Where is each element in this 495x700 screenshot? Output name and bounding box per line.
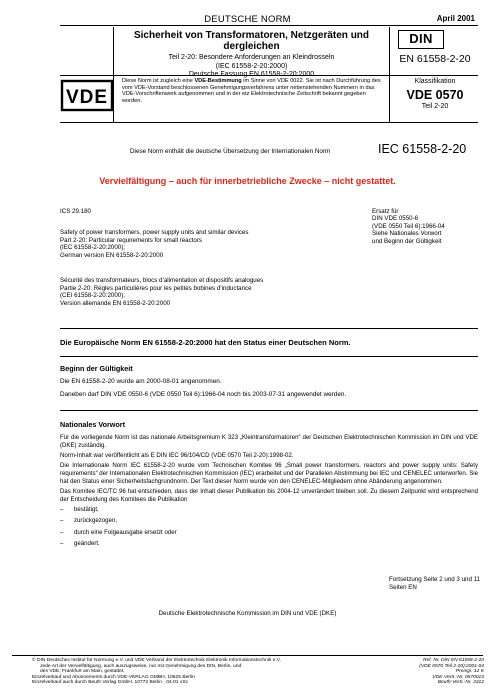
- replacement-line: DIN VDE 0550-6: [372, 215, 419, 223]
- classification-number: VDE 0570: [406, 88, 464, 102]
- footer-ref-line: Ref. Nr. DIN EN 61558-2-20: [423, 658, 484, 663]
- title-block: [113, 27, 390, 78]
- header-rule: [60, 25, 478, 26]
- footer-ref-line: (VDE 0570 Teil 2-20):2001-04: [419, 663, 484, 669]
- vde-statement-post: im Sinne von VDE 0022. Sie ist nach Durchführung des vom VDE-Vorstand beschlossenen Genehmigungsverfahrens unter nebenstehenden Nummern in das VDE-Vorschriftenwerk aufgenommen und in der etz Elektrotechnische Zeitschrift bekannt gegeben worden.: [122, 78, 381, 104]
- subtitle-line: Deutsche Fassung EN 61558-2-20:2000: [188, 71, 315, 78]
- list-item: – geändert.: [60, 539, 100, 547]
- subtitle-line: Teil 2-20: Besondere Anforderungen an Kleindrosseln: [168, 54, 335, 61]
- footer-line: Jede Art der Vervielfältigung, auch auszugsweise, nur mit Genehmigung des DIN, Berlin, und: [40, 663, 242, 669]
- ics-code: ICS 29.180: [60, 208, 91, 215]
- section-rule: [60, 122, 478, 123]
- english-title-line: Safety of power transformers, power supply units and similar devices: [60, 229, 249, 236]
- english-title-block: [60, 229, 360, 259]
- eu-status-statement: Die Europäische Norm EN 61558-2-20:2000 hat den Status einer Deutschen Norm.: [60, 338, 351, 347]
- replacement-note: [372, 208, 487, 245]
- footer-line: Einzelverkauf und Abonnements durch VDE-VERLAG GMBH, 10625 Berlin: [32, 674, 195, 680]
- validity-heading: Beginn der Gültigkeit: [60, 364, 133, 373]
- issue-date: April 2001: [436, 14, 475, 23]
- vde-logo: [60, 78, 114, 113]
- footer-ref-line: VDE-Vertr.-Nr. 0570013: [432, 674, 484, 680]
- din-standard-number: EN 61558-2-20: [399, 53, 471, 65]
- replacement-line: Ersatz für: [372, 208, 399, 215]
- french-title-line: Version allemande EN 61558-2-20:2000: [60, 299, 171, 307]
- copyright-notice: [32, 658, 352, 686]
- document-title: Sicherheit von Transformatoren, Netzgeräten und dergleichen: [133, 30, 370, 52]
- foreword-heading: Nationales Vorwort: [60, 420, 125, 429]
- footer-line: © DIN Deutsches Institut für Normung e.V. und VDE Verband der Elektrotechnik Elektronik Informationstechnik e.V.: [32, 658, 281, 663]
- foreword-paragraph: Norm-Inhalt war veröffentlicht als E DIN IEC 96/104/CD (VDE 0570 Teil 2-20):1998-02.: [60, 451, 294, 459]
- footer-line: des VDE, Frankfurt am Main, gestattet.: [40, 669, 125, 675]
- commission-name: Deutsche Elektrotechnische Kommission im DIN und VDE (DKE): [158, 610, 337, 617]
- foreword-paragraph: Die Internationale Norm IEC 61558-2-20 wurde vom Technischen Komitee 96 „Small power transformers, reactors and power supply units: Safety requirements“ der Internationalen Elektrotechnischen Kommission (IEC) erarbeitet und der Parallelen Abstimmung bei IEC und CENELEC unterworfen. Sie hat den Status einer Sicherheitsfachgrundnorm. Der Text dieser Norm wurde von den CENELEC-Mitgliedern ohne Abänderung angenommen.: [60, 461, 478, 486]
- norm-type-label: DEUTSCHE NORM: [204, 14, 291, 25]
- vde-statement: [113, 75, 390, 122]
- classification-part: Teil 2-20: [421, 103, 449, 110]
- section-rule: [60, 328, 478, 329]
- list-item: – bestätigt,: [60, 506, 99, 514]
- french-title-block: [60, 277, 360, 307]
- french-title-line: Sécurité des transformateurs, blocs d’alimentation et dispositifs analogues: [60, 277, 264, 284]
- replacement-line: Siehe Nationales Vorwort: [372, 230, 442, 238]
- section-rule: [60, 356, 478, 357]
- footer-ref-line: Preisgr. 12 K: [455, 669, 484, 675]
- french-title-line: Partie 2-20: Règles particulières pour les petites bobines d’inductance: [60, 284, 252, 292]
- translation-statement: Diese Norm enthält die deutsche Übersetzung der Internationalen Norm: [130, 148, 331, 155]
- list-item: – durch eine Folgeausgabe ersetzt oder: [60, 528, 177, 536]
- list-item: – zurückgezogen,: [60, 517, 118, 525]
- replacement-line: (VDE 0550 Teil 6):1966-04: [372, 222, 445, 230]
- foreword-list: [60, 506, 478, 548]
- classification-label: Klassifikation: [414, 78, 456, 85]
- replacement-line: und Beginn der Gültigkeit: [372, 237, 442, 245]
- foreword-paragraph: Für die vorliegende Norm ist das nationale Arbeitsgremium K 323 „Kleintransformatoren“ der Deutschen Elektrotechnischen Kommission im DIN und VDE (DKE) zuständig.: [60, 434, 478, 450]
- footer-rule: [12, 655, 483, 656]
- validity-paragraph: Die EN 61558-2-20 wurde am 2000-08-01 angenommen.: [60, 378, 222, 385]
- foreword-paragraph: Das Komitee IEC/TC 96 hat entschieden, dass der Inhalt dieser Publikation bis 2004-12 unverändert bleiben soll. Zu diesem Zeitpunkt wird entsprechend der Entscheidung des Komitees die Publikation: [60, 487, 478, 503]
- vde-statement-bold: VDE-Bestimmung: [194, 78, 242, 84]
- vde-logo-text: VDE: [65, 87, 109, 108]
- copy-warning: Vervielfältigung – auch für innerbetriebliche Zwecke – nicht gestattet.: [99, 176, 396, 186]
- vde-statement-pre: Diese Norm ist zugleich eine: [122, 78, 195, 84]
- din-logo: DIN: [398, 30, 444, 49]
- english-title-line: German version EN 61558-2-20:2000: [60, 251, 164, 259]
- foreword-body: [60, 434, 478, 551]
- continuation-note: Fortsetzung Seite 2 und 3 und 11 Seiten EN: [389, 576, 481, 591]
- french-title-line: (CEI 61558-2-20:2000);: [60, 292, 126, 300]
- english-title-line: Part 2-20: Particular requirements for small reactors: [60, 236, 203, 244]
- footer-ref-line: Beuth-Vertr.-Nr. 3312: [437, 680, 484, 686]
- subtitle-line: (IEC 61558-2-20:2000): [215, 62, 288, 70]
- validity-paragraph: Daneben darf DIN VDE 0550-6 (VDE 0550 Teil 6):1966-04 noch bis 2003-07-31 angewendet werden.: [60, 391, 347, 398]
- reference-numbers: [360, 658, 484, 686]
- english-title-line: (IEC 61558-2-20:2000);: [60, 244, 126, 252]
- section-rule: [60, 410, 478, 411]
- footer-line: Einzelverkauf auch durch Beuth Verlag GmbH, 10772 Berlin · 04.01 vSc: [32, 680, 189, 686]
- iec-number: IEC 61558-2-20: [378, 142, 467, 156]
